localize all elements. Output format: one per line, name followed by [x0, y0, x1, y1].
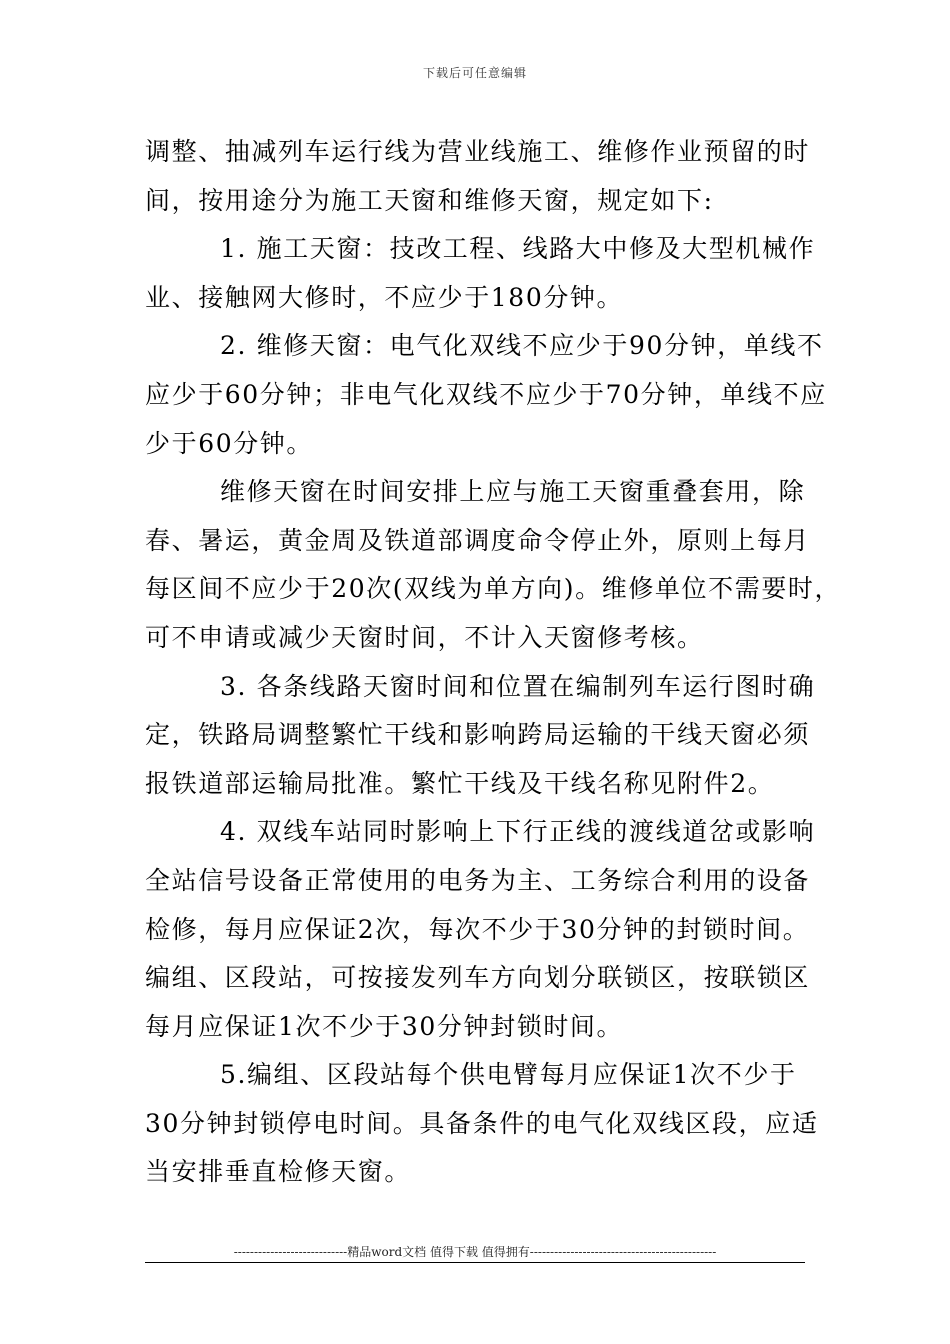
body-line: 2. 维修天窗：电气化双线不应少于90分钟，单线不 [220, 331, 824, 361]
body-line: 每区间不应少于20次(双线为单方向)。维修单位不需要时， [145, 574, 842, 604]
body-line: 少于60分钟。 [145, 428, 314, 458]
body-line: 可不申请或减少天窗时间，不计入天窗修考核。 [145, 622, 704, 652]
body-line: 当安排垂直检修天窗。 [145, 1157, 412, 1187]
body-line: 全站信号设备正常使用的电务为主、工务综合利用的设备 [145, 865, 811, 895]
body-line: 定，铁路局调整繁忙干线和影响跨局运输的干线天窗必须 [145, 720, 811, 750]
document-body [145, 128, 842, 1197]
body-line: 3. 各条线路天窗时间和位置在编制列车运行图时确 [220, 671, 816, 701]
page-footer: ----------------------------精品word文档 值得下载 值得拥有---------------------------------------------- [233, 1245, 717, 1259]
body-line: 每月应保证1次不少于30分钟封锁时间。 [145, 1011, 624, 1041]
body-line: 调整、抽减列车运行线为营业线施工、维修作业预留的时 [145, 137, 811, 166]
body-line: 应少于60分钟；非电气化双线不应少于70分钟，单线不应 [145, 379, 827, 409]
body-line: 报铁道部运输局批准。繁忙干线及干线名称见附件2。 [145, 768, 775, 798]
body-line: 春、暑运，黄金周及铁道部调度命令停止外，原则上每月 [145, 525, 811, 555]
body-line: 30分钟封锁停电时间。具备条件的电气化双线区段，应适 [145, 1108, 819, 1138]
body-line: 间，按用途分为施工天窗和维修天窗，规定如下: [145, 185, 714, 215]
footer-divider [145, 1262, 805, 1263]
body-line: 编组、区段站，可按接发列车方向划分联锁区，按联锁区 [145, 963, 811, 993]
body-line: 5.编组、区段站每个供电臂每月应保证1次不少于 [220, 1060, 797, 1090]
body-line: 检修，每月应保证2次，每次不少于30分钟的封锁时间。 [145, 914, 810, 944]
body-line: 维修天窗在时间安排上应与施工天窗重叠套用，除 [220, 477, 806, 507]
body-line: 业、接触网大修时，不应少于180分钟。 [145, 282, 624, 312]
body-line: 1. 施工天窗：技改工程、线路大中修及大型机械作 [220, 234, 816, 264]
page-header: 下载后可任意编辑 [422, 66, 527, 80]
body-line: 4. 双线车站同时影响上下行正线的渡线道岔或影响 [220, 817, 816, 847]
